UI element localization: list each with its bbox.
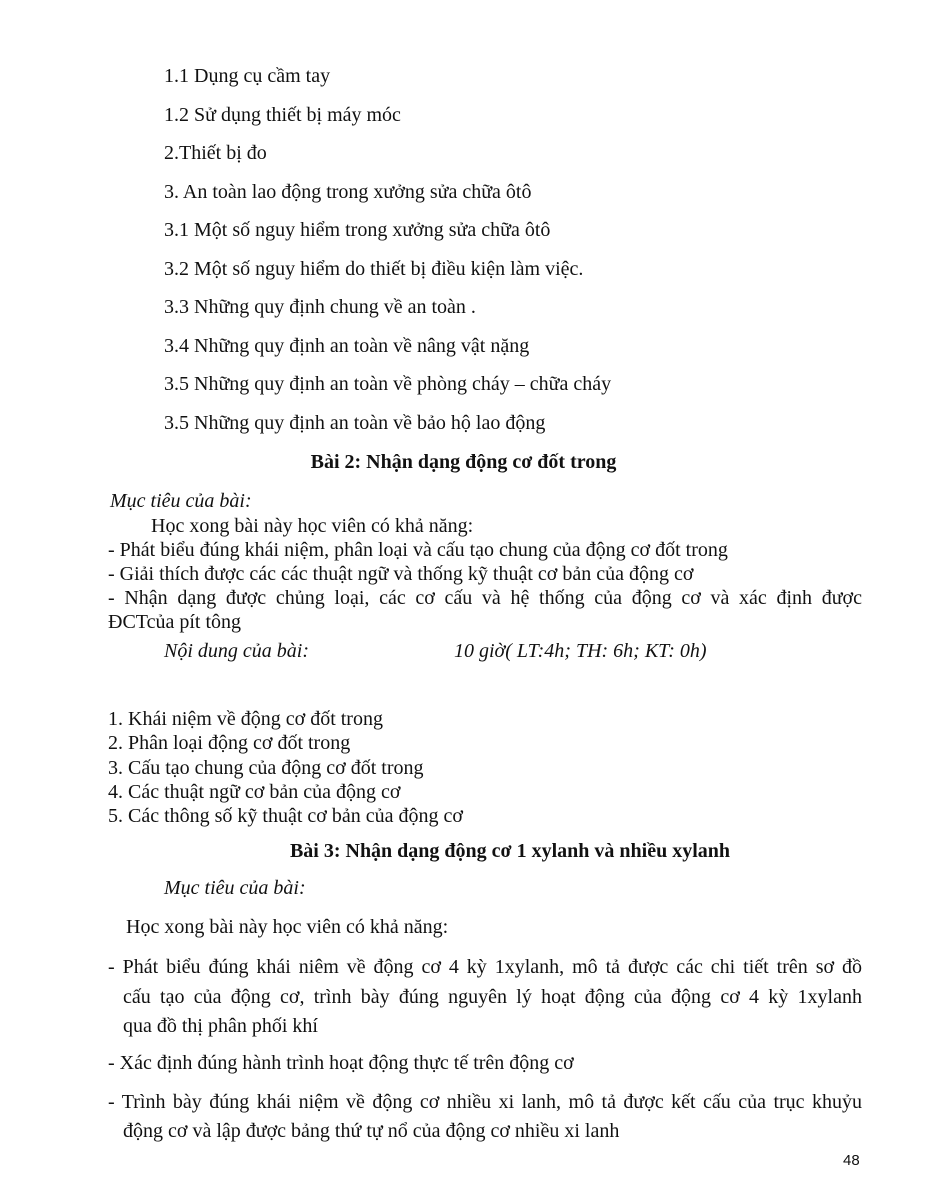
lesson3-objective: - Phát biểu đúng khái niêm về động cơ 4 kỳ 1xylanh, mô tả được các chi tiết trên sơ đồ [108, 956, 862, 978]
lesson2-objective: - Giải thích được các các thuật ngữ và thống kỹ thuật cơ bản của động cơ [108, 563, 694, 585]
lesson2-content-item: 1. Khái niệm về động cơ đốt trong [108, 708, 383, 730]
toc-item: 3. An toàn lao động trong xưởng sửa chữa ôtô [164, 181, 532, 203]
page-number: 48 [843, 1152, 860, 1169]
lesson2-content-item: 3. Cấu tạo chung của động cơ đốt trong [108, 757, 424, 779]
lesson2-objective-label: Mục tiêu của bài: [110, 490, 252, 512]
lesson3-objective: qua đồ thị phân phối khí [123, 1015, 318, 1037]
lesson3-objective: - Trình bày đúng khái niệm về động cơ nhiều xi lanh, mô tả được kết cấu của trục khuỷu [108, 1091, 862, 1113]
toc-item: 1.1 Dụng cụ cầm tay [164, 65, 331, 87]
lesson3-objective: - Xác định đúng hành trình hoạt động thực tế trên động cơ [108, 1052, 574, 1074]
lesson2-objective: - Phát biểu đúng khái niệm, phân loại và cấu tạo chung của động cơ đốt trong [108, 539, 728, 561]
toc-item: 2.Thiết bị đo [164, 142, 267, 164]
lesson2-duration: 10 giờ( LT:4h; TH: 6h; KT: 0h) [454, 640, 707, 662]
lesson3-objective: động cơ và lập được bảng thứ tự nổ của động cơ nhiều xi lanh [123, 1120, 620, 1142]
lesson2-objective: ĐCTcủa pít tông [108, 611, 242, 633]
lesson3-objective-label: Mục tiêu của bài: [164, 877, 306, 899]
lesson2-content-item: 4. Các thuật ngữ cơ bản của động cơ [108, 781, 401, 803]
lesson2-intro: Học xong bài này học viên có khả năng: [151, 515, 474, 537]
lesson2-objective: - Nhận dạng được chủng loại, các cơ cấu và hệ thống của động cơ và xác định được [108, 587, 862, 609]
lesson3-objective: cấu tạo của động cơ, trình bày đúng nguyên lý hoạt động của động cơ 4 kỳ 1xylanh [123, 986, 862, 1008]
lesson3-intro: Học xong bài này học viên có khả năng: [126, 916, 449, 938]
lesson2-content-item: 2. Phân loại động cơ đốt trong [108, 732, 351, 754]
toc-item: 3.2 Một số nguy hiểm do thiết bị điều kiện làm việc. [164, 258, 584, 280]
lesson3-title: Bài 3: Nhận dạng động cơ 1 xylanh và nhiều xylanh [289, 840, 731, 862]
toc-item: 3.4 Những quy định an toàn về nâng vật nặng [164, 335, 530, 357]
toc-item: 3.1 Một số nguy hiểm trong xưởng sửa chữa ôtô [164, 219, 551, 241]
toc-item: 3.5 Những quy định an toàn về phòng cháy – chữa cháy [164, 373, 612, 395]
toc-item: 3.3 Những quy định chung về an toàn . [164, 296, 476, 318]
lesson2-content-label: Nội dung của bài: [164, 640, 309, 662]
toc-item: 3.5 Những quy định an toàn về bảo hộ lao động [164, 412, 546, 434]
lesson2-content-item: 5. Các thông số kỹ thuật cơ bản của động cơ [108, 805, 463, 827]
toc-item: 1.2 Sử dụng thiết bị máy móc [164, 104, 401, 126]
lesson2-title: Bài 2: Nhận dạng động cơ đốt trong [310, 451, 617, 473]
